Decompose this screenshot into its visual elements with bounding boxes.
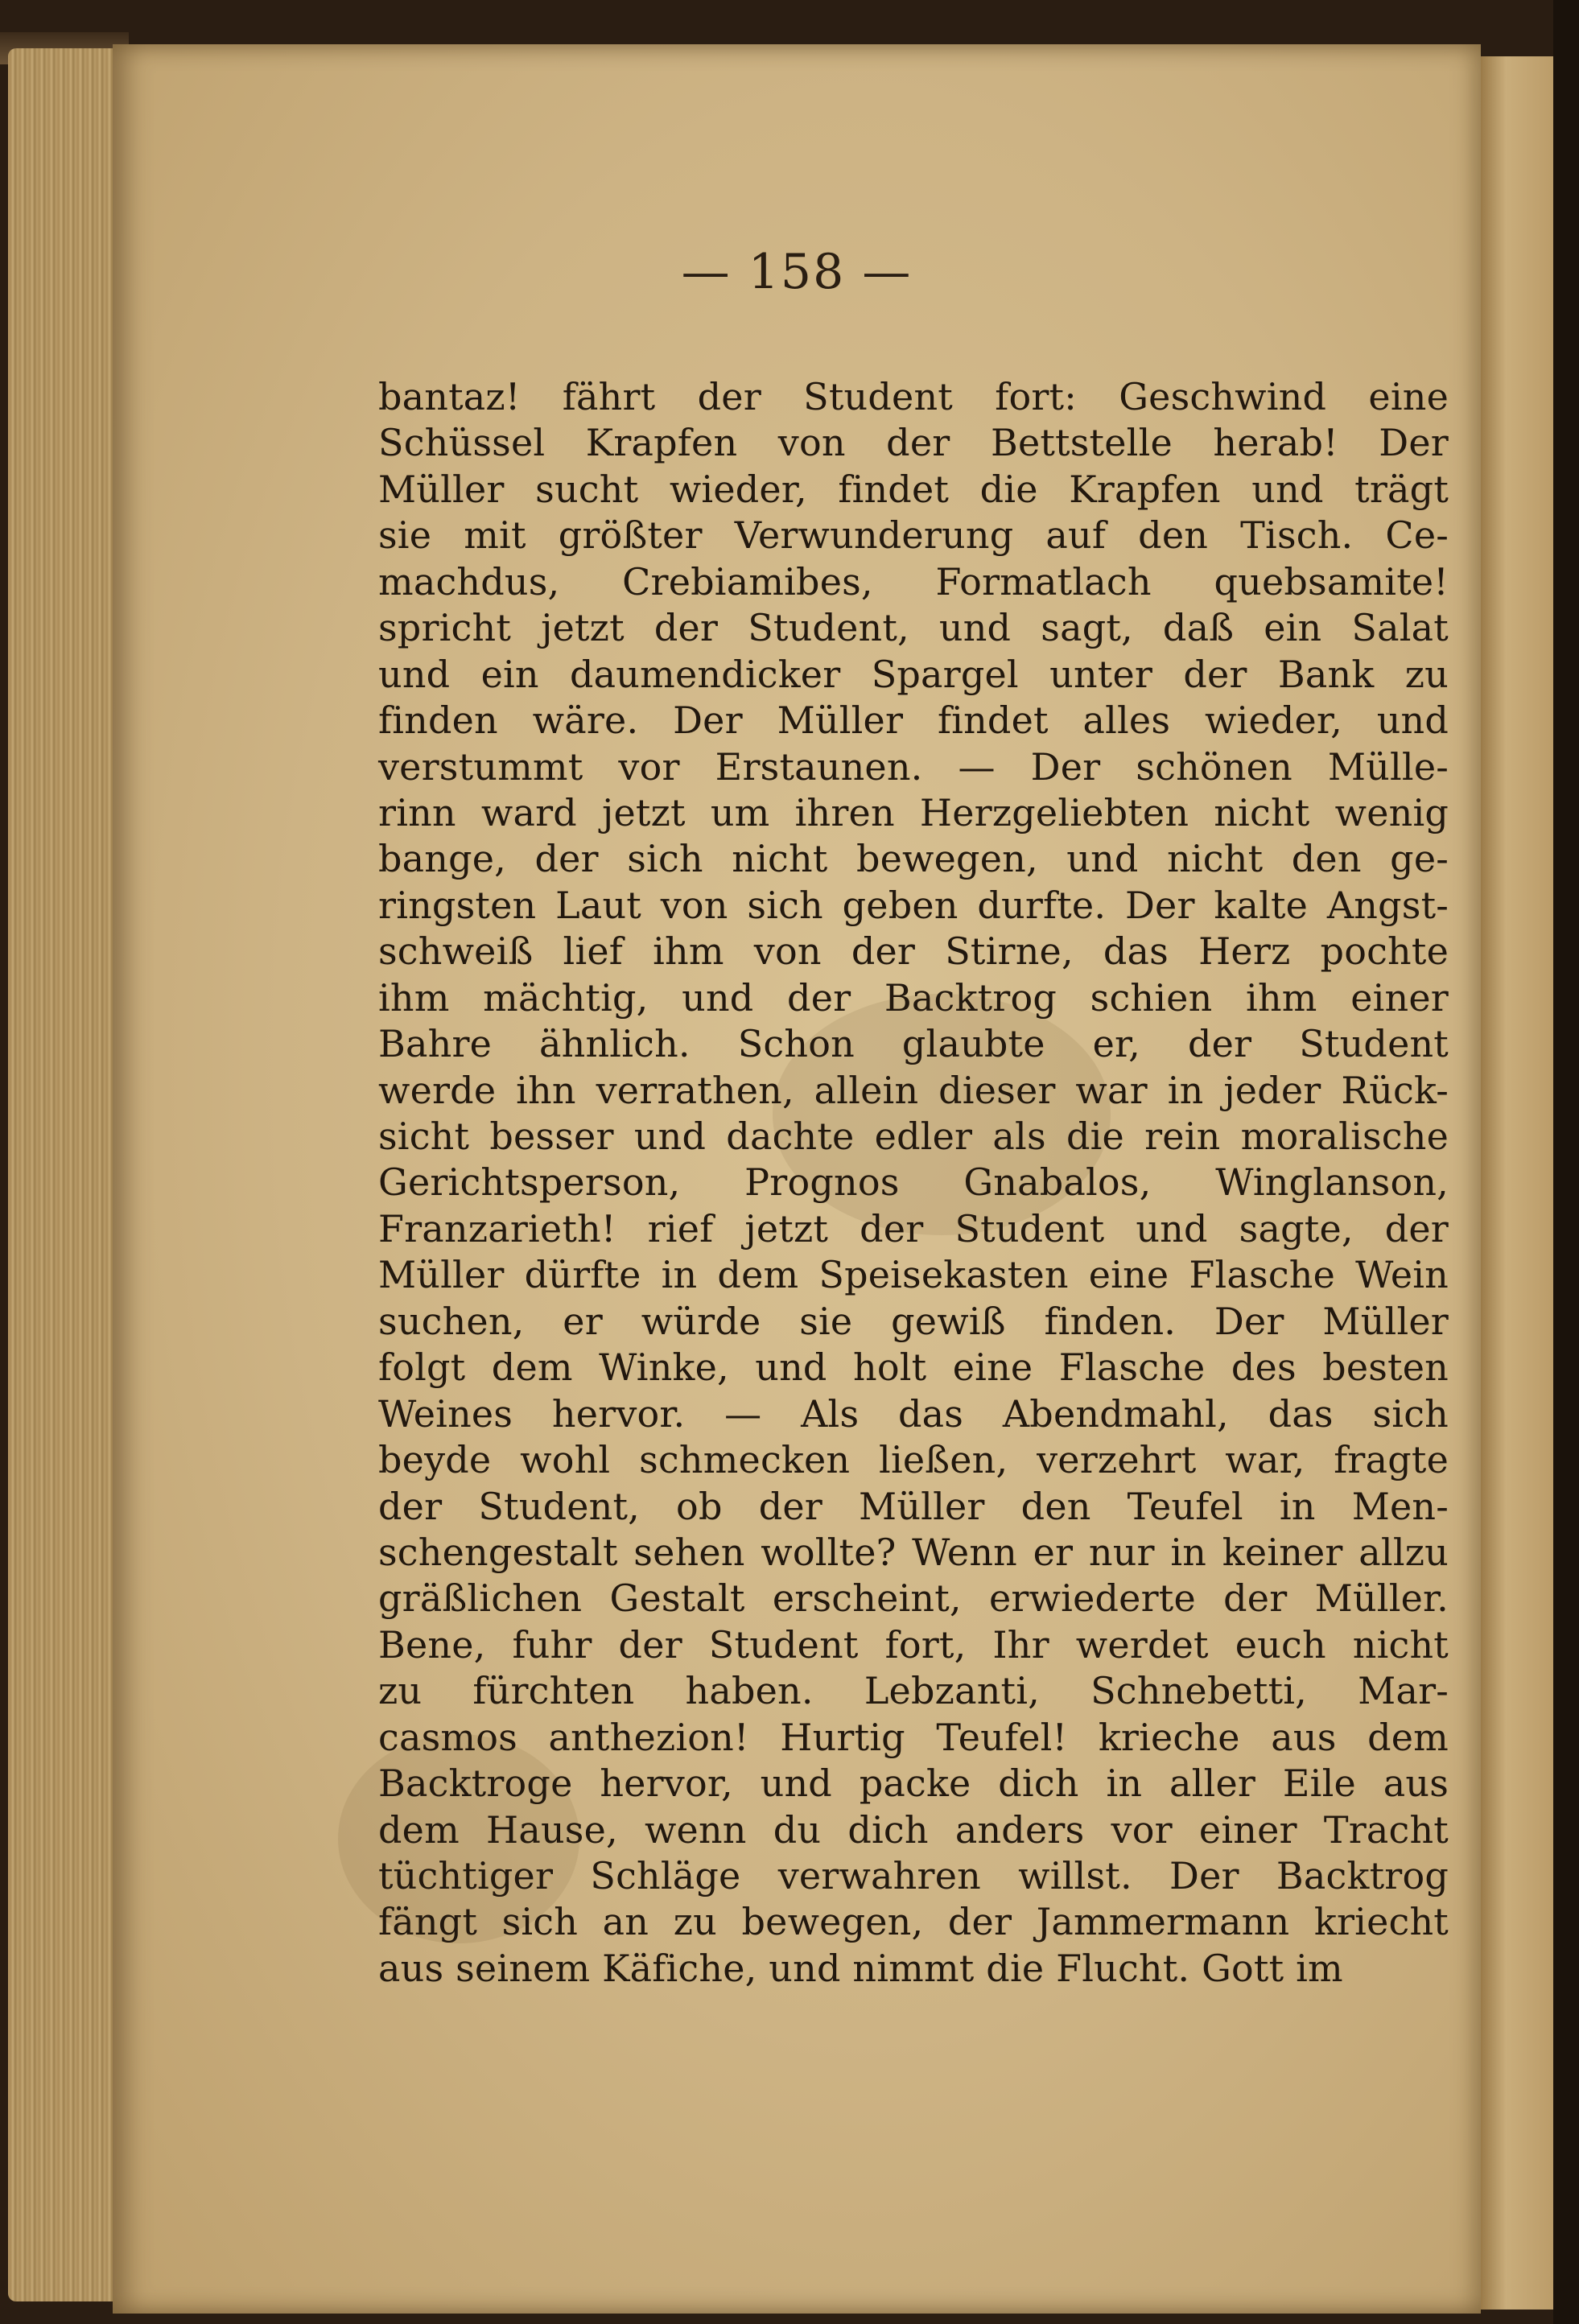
text-line: sie mit größter Verwunderung auf den Tisch. Ce- [378,513,1449,558]
text-line: fängt sich an zu bewegen, der Jammermann kriecht [378,1900,1449,1944]
text-line: werde ihn verrathen, allein dieser war in jeder Rück- [378,1068,1449,1112]
text-line: der Student, ob der Müller den Teufel in Men- [378,1484,1449,1528]
book-page [113,44,1481,2314]
text-line: Müller dürfte in dem Speisekasten eine Flasche Wein [378,1253,1449,1297]
text-line: Bene, fuhr der Student fort, Ihr werdet euch nicht [378,1622,1449,1667]
text-line: Gerichtsperson, Prognos Gnabalos, Winglanson, [378,1160,1449,1205]
page-edges-stack [8,48,121,2301]
text-line: zu fürchten haben. Lebzanti, Schnebetti, Mar- [378,1669,1449,1713]
text-line: Weines hervor. — Als das Abendmahl, das sich [378,1391,1449,1436]
text-line: beyde wohl schmecken ließen, verzehrt war, fragte [378,1438,1449,1482]
text-line: verstummt vor Erstaunen. — Der schönen Mülle- [378,744,1449,789]
text-line: Schüssel Krapfen von der Bettstelle herab! Der [378,421,1449,465]
text-line: spricht jetzt der Student, und sagt, daß ein Salat [378,606,1449,650]
page-number: — 158 — [681,244,913,300]
text-line: casmos anthezion! Hurtig Teufel! krieche aus dem [378,1715,1449,1759]
text-line: bange, der sich nicht bewegen, und nicht den ge- [378,837,1449,881]
text-line: rinn ward jetzt um ihren Herzgeliebten nicht wenig [378,790,1449,834]
text-line: schweiß lief ihm von der Stirne, das Herz pochte [378,929,1449,974]
text-line: suchen, er würde sie gewiß finden. Der Müller [378,1299,1449,1343]
text-line: Bahre ähnlich. Schon glaubte er, der Student [378,1022,1449,1066]
text-line: tüchtiger Schläge verwahren willst. Der Backtrog [378,1854,1449,1898]
text-line: folgt dem Winke, und holt eine Flasche des besten [378,1345,1449,1390]
text-line: aus seinem Käfiche, und nimmt die Flucht. Gott im [378,1946,1343,1990]
text-line: und ein daumendicker Spargel unter der Bank zu [378,652,1449,696]
text-line: dem Hause, wenn du dich anders vor einer Tracht [378,1807,1449,1852]
text-line: bantaz! fährt der Student fort: Geschwind eine [378,375,1449,418]
body-text [378,374,1449,1992]
right-border [1553,0,1579,2324]
text-line: Franzarieth! rief jetzt der Student und sagte, der [378,1206,1449,1251]
text-line: ringsten Laut von sich geben durfte. Der kalte Angst- [378,883,1449,927]
text-line: gräßlichen Gestalt erscheint, erwiederte der Müller. [378,1576,1449,1621]
text-line: finden wäre. Der Müller findet alles wieder, und [378,698,1449,743]
text-line: machdus, Crebiamibes, Formatlach quebsamite! [378,559,1449,604]
text-line: Müller sucht wieder, findet die Krapfen und trägt [378,467,1449,511]
text-line: sicht besser und dachte edler als die rein moralische [378,1115,1449,1158]
text-line: ihm mächtig, und der Backtrog schien ihm einer [378,975,1449,1020]
next-page-edge [1481,56,1553,2310]
text-line: schengestalt sehen wollte? Wenn er nur in keiner allzu [378,1530,1449,1574]
text-line: Backtroge hervor, und packe dich in aller Eile aus [378,1762,1449,1806]
